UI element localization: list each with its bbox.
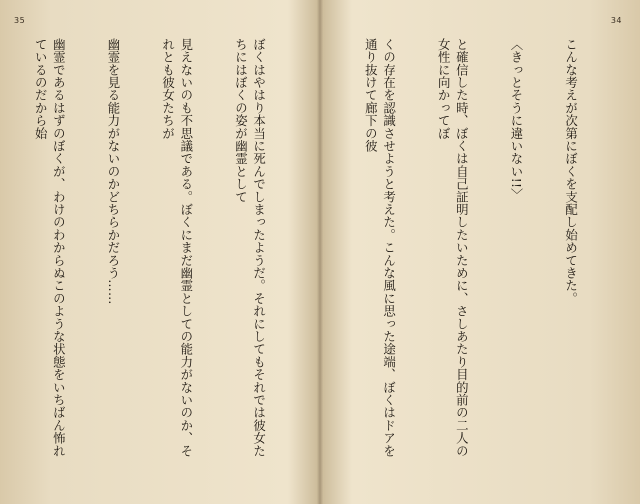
text-line: 幽霊であるはずのぼくが、わけのわからぬこのような状態をいちばん怖れているのだから始 xyxy=(33,38,67,458)
text-line: こんな考えが次第にぼくを支配し始めてきた。 xyxy=(563,38,579,305)
right-page xyxy=(320,0,640,504)
text-line: ぼくはやはり本当に死んでしまったようだ。それにしてもそれでは彼女たちにはぼくの姿が幽霊として xyxy=(233,38,267,458)
text-line: と確信した時、ぼくは自己証明したいために、さしあたり目的前の二人の女性に向かってぼ xyxy=(436,38,470,458)
left-page-body xyxy=(22,38,304,466)
text-line: 幽霊を見る能力がないのかどちらかだろう…… xyxy=(105,38,121,305)
right-page-body xyxy=(338,38,616,466)
text-line: 〈きっとそうに違いない!!〉 xyxy=(508,38,524,201)
text-line: くの存在を認識させようと考えた。こんな風に思った途端、ぼくはドアを通り抜けて廊下の彼 xyxy=(363,38,397,458)
page-number-left: 35 xyxy=(14,16,26,25)
page-number-right: 34 xyxy=(610,16,622,25)
text-line: 見えないのも不思議である。ぼくにまだ幽霊としての能力がないのか、それとも彼女たちが xyxy=(160,38,194,458)
